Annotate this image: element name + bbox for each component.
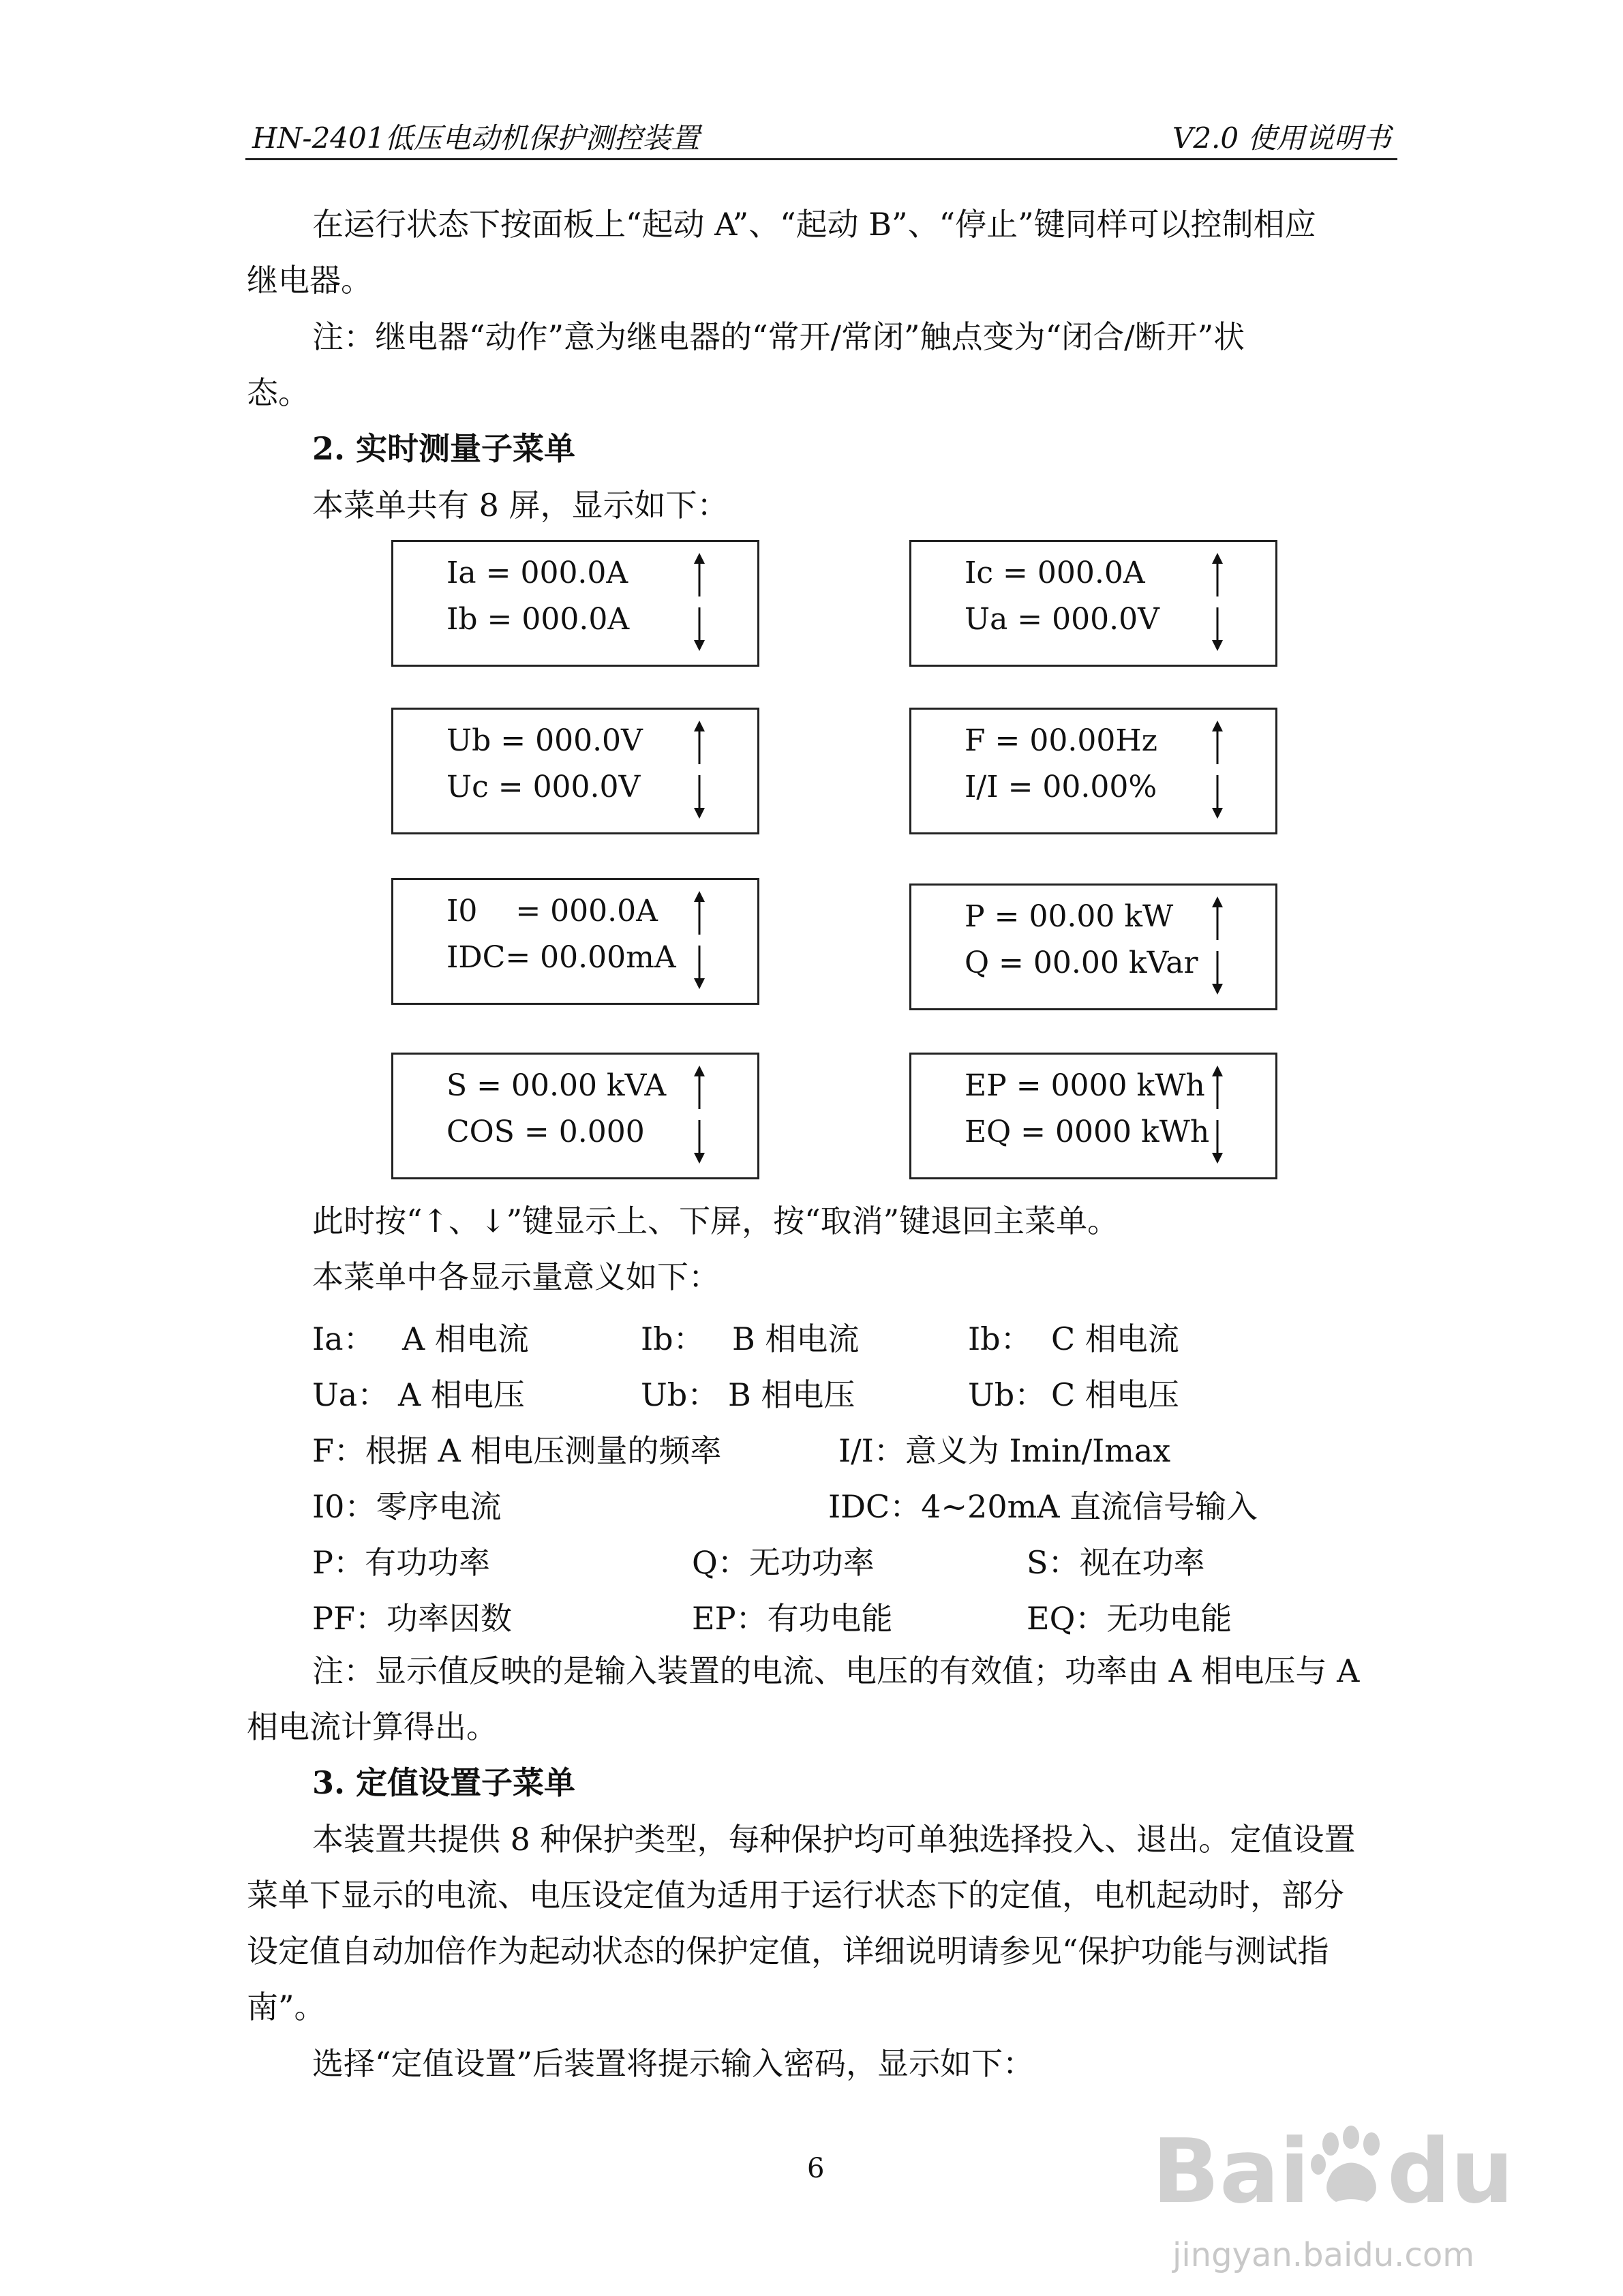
arrow-down-icon	[692, 606, 707, 651]
arrow-down-icon	[1210, 1119, 1225, 1164]
section-3-line-3: 设定值自动加倍作为起动状态的保护定值，详细说明请参见“保护功能与测试指	[247, 1933, 1329, 1969]
page-number: 6	[807, 2153, 825, 2184]
lcd-line-1: Ia = 000.0A	[446, 556, 628, 590]
header-title: HN-2401低压电动机保护测控装置	[252, 121, 700, 155]
lcd-line-1: I0 = 000.0A	[446, 894, 658, 928]
lcd-line-1: S = 00.00 kVA	[446, 1068, 667, 1103]
arrow-down-icon	[1210, 774, 1225, 819]
lcd-line-1: P = 00.00 kW	[965, 899, 1174, 934]
arrow-down-icon	[692, 1119, 707, 1164]
watermark-url: jingyan.baidu.com	[1172, 2236, 1474, 2274]
definition-text: C 相电流	[1051, 1320, 1179, 1357]
arrow-up-icon	[692, 891, 707, 936]
note-display-cont: 相电流计算得出。	[247, 1708, 498, 1745]
arrow-up-icon	[692, 553, 707, 598]
arrow-up-icon	[1210, 721, 1225, 766]
section-2-intro: 本菜单共有 8 屏，显示如下：	[312, 487, 729, 524]
definition-item: P：有功功率	[312, 1544, 490, 1581]
arrow-down-icon	[692, 944, 707, 989]
lcd-line-1: EP = 0000 kWh	[965, 1068, 1205, 1103]
definition-text: A 相电流	[402, 1320, 529, 1357]
svg-text:du: du	[1387, 2119, 1514, 2223]
lcd-screen-7	[391, 1053, 759, 1179]
definition-label: Ub：	[641, 1376, 719, 1413]
note-relay-cont: 态。	[247, 374, 309, 411]
lcd-screen-8	[909, 1053, 1277, 1179]
lcd-line-2: Ua = 000.0V	[965, 602, 1159, 637]
definition-text: A 相电压	[398, 1376, 525, 1413]
lcd-screen-1	[391, 540, 759, 667]
lcd-screen-5	[391, 878, 759, 1005]
paragraph-control-cont: 继电器。	[247, 262, 372, 299]
svg-text:Bai: Bai	[1152, 2119, 1310, 2223]
definition-item: EP：有功电能	[692, 1600, 893, 1637]
definition-item: I/I：意义为 Imin/Imax	[838, 1432, 1171, 1469]
lcd-line-2: EQ = 0000 kWh	[965, 1115, 1210, 1149]
arrow-up-icon	[1210, 896, 1225, 941]
definition-item: IDC：4~20mA 直流信号输入	[828, 1488, 1258, 1525]
arrow-up-icon	[692, 1066, 707, 1111]
arrow-up-icon	[1210, 553, 1225, 598]
arrow-down-icon	[692, 774, 707, 819]
definition-item: I0：零序电流	[312, 1488, 502, 1525]
paragraph-control: 在运行状态下按面板上“起动 A”、“起动 B”、“停止”键同样可以控制相应	[312, 206, 1316, 243]
definition-item: S：视在功率	[1027, 1544, 1205, 1581]
header-version: V2.0 使用说明书	[1172, 121, 1391, 155]
section-3-line-5: 选择“定值设置”后装置将提示输入密码，显示如下：	[312, 2045, 1035, 2082]
lcd-line-1: F = 00.00Hz	[965, 723, 1157, 758]
definition-label: Ia：	[312, 1320, 375, 1357]
lcd-line-2: COS = 0.000	[446, 1115, 645, 1149]
navigation-text: 此时按“↑、↓”键显示上、下屏，按“取消”键退回主菜单。	[312, 1203, 1119, 1239]
baidu-watermark	[1152, 2106, 1534, 2277]
lcd-line-2: I/I = 00.00%	[965, 770, 1157, 804]
section-3-line-4: 南”。	[247, 1989, 326, 2025]
definition-label: Ua：	[312, 1376, 389, 1413]
lcd-line-2: Uc = 000.0V	[446, 770, 641, 804]
header-divider	[245, 158, 1397, 160]
lcd-line-1: Ub = 000.0V	[446, 723, 643, 758]
lcd-screen-6	[909, 883, 1277, 1010]
section-3-line-2: 菜单下显示的电流、电压设定值为适用于运行状态下的定值，电机起动时，部分	[247, 1877, 1344, 1914]
definition-text: B 相电流	[732, 1320, 860, 1357]
definition-text: C 相电压	[1051, 1376, 1179, 1413]
note-relay: 注：继电器“动作”意为继电器的“常开/常闭”触点变为“闭合/断开”状	[312, 318, 1245, 355]
arrow-up-icon	[1210, 1066, 1225, 1111]
lcd-screen-2	[909, 540, 1277, 667]
definition-item: Q：无功功率	[692, 1544, 875, 1581]
section-3-line-1: 本装置共提供 8 种保护类型，每种保护均可单独选择投入、退出。定值设置	[312, 1821, 1356, 1858]
lcd-screen-3	[391, 708, 759, 834]
definition-label: Ib：	[641, 1320, 705, 1357]
definition-label: Ib：	[968, 1320, 1032, 1357]
section-2-title: 2. 实时测量子菜单	[312, 430, 576, 467]
lcd-screen-4	[909, 708, 1277, 834]
definition-label: Ub：	[968, 1376, 1046, 1413]
definition-item: PF：功率因数	[312, 1600, 512, 1637]
lcd-line-2: Q = 00.00 kVar	[965, 946, 1198, 980]
definition-item: F：根据 A 相电压测量的频率	[312, 1432, 722, 1469]
arrow-up-icon	[692, 721, 707, 766]
arrow-down-icon	[1210, 950, 1225, 995]
baidu-logo-icon	[1152, 2106, 1534, 2229]
lcd-line-1: Ic = 000.0A	[965, 556, 1145, 590]
section-3-title: 3. 定值设置子菜单	[312, 1764, 576, 1801]
lcd-line-2: Ib = 000.0A	[446, 602, 630, 637]
lcd-line-2: IDC= 00.00mA	[446, 940, 676, 975]
meaning-intro: 本菜单中各显示量意义如下：	[312, 1258, 720, 1295]
arrow-down-icon	[1210, 606, 1225, 651]
definition-text: B 相电压	[728, 1376, 855, 1413]
definition-item: EQ：无功电能	[1027, 1600, 1232, 1637]
note-display: 注：显示值反映的是输入装置的电流、电压的有效值；功率由 A 相电压与 A	[312, 1652, 1360, 1689]
